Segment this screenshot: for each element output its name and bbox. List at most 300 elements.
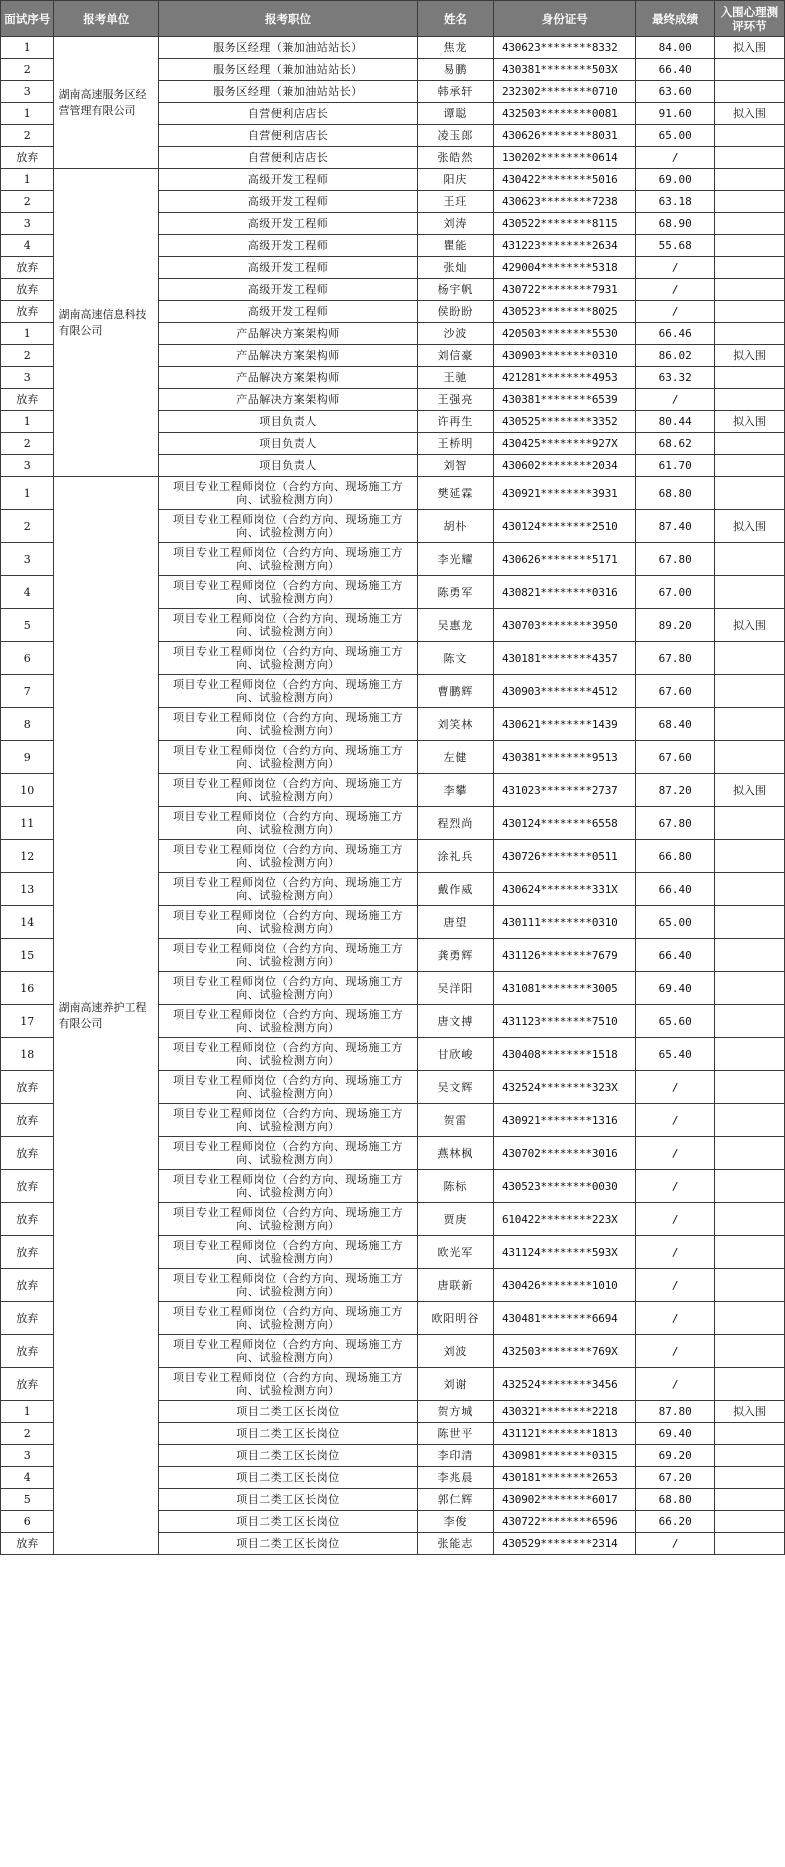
seq-cell: 放弃 xyxy=(1,279,54,301)
name-cell: 胡朴 xyxy=(417,510,493,543)
seq-cell: 放弃 xyxy=(1,1071,54,1104)
psych-cell xyxy=(714,1335,784,1368)
name-cell: 刘信豪 xyxy=(417,345,493,367)
name-cell: 陈世平 xyxy=(417,1423,493,1445)
psych-cell xyxy=(714,1368,784,1401)
id-cell: 429004********5318 xyxy=(493,257,636,279)
name-cell: 吴洋阳 xyxy=(417,972,493,1005)
name-cell: 王玨 xyxy=(417,191,493,213)
id-cell: 430903********0310 xyxy=(493,345,636,367)
seq-cell: 11 xyxy=(1,807,54,840)
score-cell: 55.68 xyxy=(636,235,714,257)
score-cell: 67.20 xyxy=(636,1467,714,1489)
psych-cell xyxy=(714,257,784,279)
position-cell: 项目专业工程师岗位（合约方向、现场施工方向、试验检测方向） xyxy=(158,1368,417,1401)
name-cell: 张能志 xyxy=(417,1533,493,1555)
score-cell: / xyxy=(636,1137,714,1170)
name-cell: 凌玉郎 xyxy=(417,125,493,147)
id-cell: 431023********2737 xyxy=(493,774,636,807)
name-cell: 刘谢 xyxy=(417,1368,493,1401)
name-cell: 沙波 xyxy=(417,323,493,345)
name-cell: 李兆晨 xyxy=(417,1467,493,1489)
seq-cell: 2 xyxy=(1,510,54,543)
score-cell: 87.20 xyxy=(636,774,714,807)
psych-cell xyxy=(714,642,784,675)
position-cell: 项目专业工程师岗位（合约方向、现场施工方向、试验检测方向） xyxy=(158,873,417,906)
position-cell: 高级开发工程师 xyxy=(158,279,417,301)
seq-cell: 4 xyxy=(1,235,54,257)
seq-cell: 放弃 xyxy=(1,389,54,411)
seq-cell: 3 xyxy=(1,213,54,235)
id-cell: 430522********8115 xyxy=(493,213,636,235)
psych-cell xyxy=(714,213,784,235)
score-cell: 68.90 xyxy=(636,213,714,235)
name-cell: 刘涛 xyxy=(417,213,493,235)
position-cell: 项目专业工程师岗位（合约方向、现场施工方向、试验检测方向） xyxy=(158,1335,417,1368)
position-cell: 服务区经理（兼加油站站长） xyxy=(158,59,417,81)
name-cell: 张灿 xyxy=(417,257,493,279)
position-cell: 项目负责人 xyxy=(158,433,417,455)
psych-cell xyxy=(714,1071,784,1104)
score-cell: 68.40 xyxy=(636,708,714,741)
seq-cell: 放弃 xyxy=(1,301,54,323)
score-cell: 67.00 xyxy=(636,576,714,609)
psych-cell xyxy=(714,741,784,774)
psych-cell xyxy=(714,367,784,389)
seq-cell: 6 xyxy=(1,642,54,675)
name-cell: 吴文辉 xyxy=(417,1071,493,1104)
score-cell: 67.80 xyxy=(636,543,714,576)
seq-cell: 8 xyxy=(1,708,54,741)
id-cell: 430702********3016 xyxy=(493,1137,636,1170)
position-cell: 项目专业工程师岗位（合约方向、现场施工方向、试验检测方向） xyxy=(158,576,417,609)
psych-cell xyxy=(714,455,784,477)
id-cell: 430481********6694 xyxy=(493,1302,636,1335)
name-cell: 王桥明 xyxy=(417,433,493,455)
name-cell: 唐文搏 xyxy=(417,1005,493,1038)
header-score: 最终成绩 xyxy=(636,1,714,37)
psych-cell: 拟入围 xyxy=(714,510,784,543)
name-cell: 左健 xyxy=(417,741,493,774)
id-cell: 430626********8031 xyxy=(493,125,636,147)
position-cell: 项目专业工程师岗位（合约方向、现场施工方向、试验检测方向） xyxy=(158,1137,417,1170)
psych-cell xyxy=(714,389,784,411)
psych-cell xyxy=(714,1203,784,1236)
seq-cell: 放弃 xyxy=(1,1104,54,1137)
position-cell: 项目专业工程师岗位（合约方向、现场施工方向、试验检测方向） xyxy=(158,609,417,642)
score-cell: 68.62 xyxy=(636,433,714,455)
psych-cell xyxy=(714,279,784,301)
name-cell: 郭仁辉 xyxy=(417,1489,493,1511)
score-cell: 84.00 xyxy=(636,37,714,59)
id-cell: 430624********331X xyxy=(493,873,636,906)
name-cell: 侯盼盼 xyxy=(417,301,493,323)
position-cell: 项目负责人 xyxy=(158,455,417,477)
psych-cell xyxy=(714,235,784,257)
id-cell: 431081********3005 xyxy=(493,972,636,1005)
id-cell: 430422********5016 xyxy=(493,169,636,191)
id-cell: 610422********223X xyxy=(493,1203,636,1236)
name-cell: 樊延霖 xyxy=(417,477,493,510)
psych-cell: 拟入围 xyxy=(714,103,784,125)
score-cell: 69.40 xyxy=(636,1423,714,1445)
score-cell: / xyxy=(636,1368,714,1401)
position-cell: 项目专业工程师岗位（合约方向、现场施工方向、试验检测方向） xyxy=(158,642,417,675)
position-cell: 项目负责人 xyxy=(158,411,417,433)
score-cell: 65.00 xyxy=(636,125,714,147)
id-cell: 432524********3456 xyxy=(493,1368,636,1401)
id-cell: 430381********503X xyxy=(493,59,636,81)
id-cell: 430426********1010 xyxy=(493,1269,636,1302)
score-cell: 69.00 xyxy=(636,169,714,191)
psych-cell xyxy=(714,323,784,345)
name-cell: 刘智 xyxy=(417,455,493,477)
header-unit: 报考单位 xyxy=(54,1,159,37)
id-cell: 430111********0310 xyxy=(493,906,636,939)
score-cell: 66.80 xyxy=(636,840,714,873)
id-cell: 430623********8332 xyxy=(493,37,636,59)
id-cell: 430722********7931 xyxy=(493,279,636,301)
score-cell: 63.60 xyxy=(636,81,714,103)
score-cell: 65.40 xyxy=(636,1038,714,1071)
name-cell: 陈勇军 xyxy=(417,576,493,609)
id-cell: 430525********3352 xyxy=(493,411,636,433)
name-cell: 阳庆 xyxy=(417,169,493,191)
seq-cell: 4 xyxy=(1,576,54,609)
id-cell: 431123********7510 xyxy=(493,1005,636,1038)
position-cell: 服务区经理（兼加油站站长） xyxy=(158,81,417,103)
name-cell: 谭聪 xyxy=(417,103,493,125)
id-cell: 430726********0511 xyxy=(493,840,636,873)
seq-cell: 18 xyxy=(1,1038,54,1071)
position-cell: 项目二类工区长岗位 xyxy=(158,1467,417,1489)
score-cell: / xyxy=(636,279,714,301)
id-cell: 430921********3931 xyxy=(493,477,636,510)
name-cell: 曹鹏辉 xyxy=(417,675,493,708)
score-cell: 87.40 xyxy=(636,510,714,543)
score-cell: 61.70 xyxy=(636,455,714,477)
seq-cell: 放弃 xyxy=(1,147,54,169)
id-cell: 430903********4512 xyxy=(493,675,636,708)
id-cell: 130202********0614 xyxy=(493,147,636,169)
position-cell: 服务区经理（兼加油站站长） xyxy=(158,37,417,59)
score-cell: 67.80 xyxy=(636,642,714,675)
id-cell: 430602********2034 xyxy=(493,455,636,477)
score-cell: / xyxy=(636,1104,714,1137)
psych-cell xyxy=(714,1423,784,1445)
id-cell: 430181********4357 xyxy=(493,642,636,675)
score-cell: 80.44 xyxy=(636,411,714,433)
position-cell: 项目专业工程师岗位（合约方向、现场施工方向、试验检测方向） xyxy=(158,1104,417,1137)
score-cell: 63.18 xyxy=(636,191,714,213)
seq-cell: 放弃 xyxy=(1,257,54,279)
psych-cell: 拟入围 xyxy=(714,37,784,59)
seq-cell: 2 xyxy=(1,1423,54,1445)
seq-cell: 放弃 xyxy=(1,1335,54,1368)
score-cell: 66.20 xyxy=(636,1511,714,1533)
position-cell: 项目专业工程师岗位（合约方向、现场施工方向、试验检测方向） xyxy=(158,1071,417,1104)
score-cell: / xyxy=(636,1269,714,1302)
psych-cell xyxy=(714,81,784,103)
name-cell: 张皓然 xyxy=(417,147,493,169)
position-cell: 项目专业工程师岗位（合约方向、现场施工方向、试验检测方向） xyxy=(158,708,417,741)
name-cell: 焦龙 xyxy=(417,37,493,59)
id-cell: 232302********0710 xyxy=(493,81,636,103)
score-cell: / xyxy=(636,1335,714,1368)
psych-cell xyxy=(714,301,784,323)
name-cell: 贾庚 xyxy=(417,1203,493,1236)
seq-cell: 3 xyxy=(1,367,54,389)
name-cell: 唐望 xyxy=(417,906,493,939)
score-cell: / xyxy=(636,1302,714,1335)
seq-cell: 1 xyxy=(1,411,54,433)
name-cell: 唐联新 xyxy=(417,1269,493,1302)
seq-cell: 7 xyxy=(1,675,54,708)
position-cell: 项目二类工区长岗位 xyxy=(158,1533,417,1555)
name-cell: 易鹏 xyxy=(417,59,493,81)
score-cell: 66.40 xyxy=(636,873,714,906)
id-cell: 430523********0030 xyxy=(493,1170,636,1203)
psych-cell: 拟入围 xyxy=(714,609,784,642)
position-cell: 产品解决方案架构师 xyxy=(158,345,417,367)
name-cell: 瞿能 xyxy=(417,235,493,257)
name-cell: 戴作威 xyxy=(417,873,493,906)
id-cell: 430523********8025 xyxy=(493,301,636,323)
psych-cell xyxy=(714,1005,784,1038)
id-cell: 430529********2314 xyxy=(493,1533,636,1555)
position-cell: 高级开发工程师 xyxy=(158,301,417,323)
seq-cell: 1 xyxy=(1,323,54,345)
position-cell: 项目二类工区长岗位 xyxy=(158,1489,417,1511)
score-cell: 67.60 xyxy=(636,675,714,708)
id-cell: 430425********927X xyxy=(493,433,636,455)
score-cell: 65.60 xyxy=(636,1005,714,1038)
position-cell: 产品解决方案架构师 xyxy=(158,323,417,345)
seq-cell: 放弃 xyxy=(1,1302,54,1335)
psych-cell: 拟入围 xyxy=(714,411,784,433)
position-cell: 项目专业工程师岗位（合约方向、现场施工方向、试验检测方向） xyxy=(158,543,417,576)
seq-cell: 5 xyxy=(1,609,54,642)
table-body xyxy=(1,37,785,1555)
name-cell: 龚勇辉 xyxy=(417,939,493,972)
position-cell: 产品解决方案架构师 xyxy=(158,367,417,389)
name-cell: 欧阳明谷 xyxy=(417,1302,493,1335)
position-cell: 自营便利店店长 xyxy=(158,125,417,147)
name-cell: 李印清 xyxy=(417,1445,493,1467)
score-cell: 91.60 xyxy=(636,103,714,125)
score-cell: 66.40 xyxy=(636,59,714,81)
score-cell: 68.80 xyxy=(636,1489,714,1511)
score-cell: 66.46 xyxy=(636,323,714,345)
psych-cell xyxy=(714,906,784,939)
position-cell: 项目二类工区长岗位 xyxy=(158,1445,417,1467)
position-cell: 项目专业工程师岗位（合约方向、现场施工方向、试验检测方向） xyxy=(158,840,417,873)
name-cell: 贺方城 xyxy=(417,1401,493,1423)
id-cell: 432524********323X xyxy=(493,1071,636,1104)
psych-cell xyxy=(714,1302,784,1335)
score-cell: / xyxy=(636,257,714,279)
table-row xyxy=(1,169,785,191)
seq-cell: 2 xyxy=(1,433,54,455)
position-cell: 项目二类工区长岗位 xyxy=(158,1423,417,1445)
psych-cell xyxy=(714,1170,784,1203)
psych-cell xyxy=(714,708,784,741)
score-cell: 69.40 xyxy=(636,972,714,1005)
seq-cell: 1 xyxy=(1,103,54,125)
position-cell: 自营便利店店长 xyxy=(158,147,417,169)
seq-cell: 3 xyxy=(1,81,54,103)
name-cell: 欧光军 xyxy=(417,1236,493,1269)
position-cell: 项目专业工程师岗位（合约方向、现场施工方向、试验检测方向） xyxy=(158,1236,417,1269)
psych-cell xyxy=(714,1137,784,1170)
psych-cell xyxy=(714,169,784,191)
name-cell: 陈标 xyxy=(417,1170,493,1203)
score-cell: 86.02 xyxy=(636,345,714,367)
name-cell: 王强亮 xyxy=(417,389,493,411)
name-cell: 许再生 xyxy=(417,411,493,433)
header-psych: 入围心理测评环节 xyxy=(714,1,784,37)
table-row xyxy=(1,477,785,510)
seq-cell: 2 xyxy=(1,125,54,147)
position-cell: 产品解决方案架构师 xyxy=(158,389,417,411)
score-cell: 89.20 xyxy=(636,609,714,642)
position-cell: 高级开发工程师 xyxy=(158,257,417,279)
id-cell: 432503********769X xyxy=(493,1335,636,1368)
seq-cell: 1 xyxy=(1,37,54,59)
psych-cell xyxy=(714,1511,784,1533)
psych-cell: 拟入围 xyxy=(714,345,784,367)
unit-cell: 湖南高速服务区经营管理有限公司 xyxy=(54,37,159,169)
header-name: 姓名 xyxy=(417,1,493,37)
position-cell: 项目专业工程师岗位（合约方向、现场施工方向、试验检测方向） xyxy=(158,906,417,939)
name-cell: 吴惠龙 xyxy=(417,609,493,642)
seq-cell: 10 xyxy=(1,774,54,807)
score-cell: 66.40 xyxy=(636,939,714,972)
seq-cell: 15 xyxy=(1,939,54,972)
psych-cell xyxy=(714,1104,784,1137)
score-cell: / xyxy=(636,1203,714,1236)
name-cell: 陈文 xyxy=(417,642,493,675)
seq-cell: 放弃 xyxy=(1,1533,54,1555)
id-cell: 421281********4953 xyxy=(493,367,636,389)
seq-cell: 放弃 xyxy=(1,1269,54,1302)
psych-cell xyxy=(714,1269,784,1302)
id-cell: 432503********0081 xyxy=(493,103,636,125)
id-cell: 430626********5171 xyxy=(493,543,636,576)
psych-cell xyxy=(714,433,784,455)
psych-cell xyxy=(714,59,784,81)
id-cell: 430981********0315 xyxy=(493,1445,636,1467)
score-cell: 63.32 xyxy=(636,367,714,389)
seq-cell: 3 xyxy=(1,543,54,576)
seq-cell: 2 xyxy=(1,191,54,213)
position-cell: 自营便利店店长 xyxy=(158,103,417,125)
score-cell: / xyxy=(636,147,714,169)
seq-cell: 14 xyxy=(1,906,54,939)
header-row xyxy=(1,1,785,37)
id-cell: 430621********1439 xyxy=(493,708,636,741)
unit-cell: 湖南高速信息科技有限公司 xyxy=(54,169,159,477)
name-cell: 李光耀 xyxy=(417,543,493,576)
seq-cell: 3 xyxy=(1,1445,54,1467)
psych-cell xyxy=(714,1236,784,1269)
id-cell: 431121********1813 xyxy=(493,1423,636,1445)
seq-cell: 6 xyxy=(1,1511,54,1533)
name-cell: 李攀 xyxy=(417,774,493,807)
score-cell: / xyxy=(636,389,714,411)
score-cell: 67.80 xyxy=(636,807,714,840)
seq-cell: 13 xyxy=(1,873,54,906)
seq-cell: 2 xyxy=(1,345,54,367)
psych-cell xyxy=(714,576,784,609)
score-cell: / xyxy=(636,1236,714,1269)
id-cell: 420503********5530 xyxy=(493,323,636,345)
seq-cell: 16 xyxy=(1,972,54,1005)
psych-cell xyxy=(714,543,784,576)
table-row xyxy=(1,37,785,59)
position-cell: 项目专业工程师岗位（合约方向、现场施工方向、试验检测方向） xyxy=(158,1005,417,1038)
position-cell: 项目专业工程师岗位（合约方向、现场施工方向、试验检测方向） xyxy=(158,939,417,972)
id-cell: 430381********6539 xyxy=(493,389,636,411)
psych-cell xyxy=(714,191,784,213)
score-cell: 69.20 xyxy=(636,1445,714,1467)
seq-cell: 12 xyxy=(1,840,54,873)
name-cell: 甘欣峻 xyxy=(417,1038,493,1071)
name-cell: 李俊 xyxy=(417,1511,493,1533)
psych-cell xyxy=(714,1489,784,1511)
name-cell: 程烈尚 xyxy=(417,807,493,840)
position-cell: 项目专业工程师岗位（合约方向、现场施工方向、试验检测方向） xyxy=(158,807,417,840)
psych-cell xyxy=(714,147,784,169)
psych-cell xyxy=(714,840,784,873)
position-cell: 项目专业工程师岗位（合约方向、现场施工方向、试验检测方向） xyxy=(158,510,417,543)
id-cell: 430408********1518 xyxy=(493,1038,636,1071)
header-position: 报考职位 xyxy=(158,1,417,37)
id-cell: 430381********9513 xyxy=(493,741,636,774)
position-cell: 项目专业工程师岗位（合约方向、现场施工方向、试验检测方向） xyxy=(158,741,417,774)
position-cell: 项目专业工程师岗位（合约方向、现场施工方向、试验检测方向） xyxy=(158,972,417,1005)
id-cell: 430703********3950 xyxy=(493,609,636,642)
id-cell: 430124********2510 xyxy=(493,510,636,543)
seq-cell: 放弃 xyxy=(1,1236,54,1269)
id-cell: 430821********0316 xyxy=(493,576,636,609)
psych-cell xyxy=(714,1445,784,1467)
id-cell: 430623********7238 xyxy=(493,191,636,213)
name-cell: 燕林枫 xyxy=(417,1137,493,1170)
position-cell: 项目二类工区长岗位 xyxy=(158,1511,417,1533)
id-cell: 431124********593X xyxy=(493,1236,636,1269)
seq-cell: 2 xyxy=(1,59,54,81)
header-seq: 面试序号 xyxy=(1,1,54,37)
header-id: 身份证号 xyxy=(493,1,636,37)
name-cell: 刘笑林 xyxy=(417,708,493,741)
position-cell: 项目专业工程师岗位（合约方向、现场施工方向、试验检测方向） xyxy=(158,1203,417,1236)
position-cell: 项目专业工程师岗位（合约方向、现场施工方向、试验检测方向） xyxy=(158,774,417,807)
psych-cell xyxy=(714,1533,784,1555)
seq-cell: 3 xyxy=(1,455,54,477)
unit-cell: 湖南高速养护工程有限公司 xyxy=(54,477,159,1555)
name-cell: 韩承轩 xyxy=(417,81,493,103)
score-cell: / xyxy=(636,301,714,323)
psych-cell xyxy=(714,807,784,840)
id-cell: 431126********7679 xyxy=(493,939,636,972)
position-cell: 高级开发工程师 xyxy=(158,213,417,235)
score-cell: 68.80 xyxy=(636,477,714,510)
psych-cell xyxy=(714,939,784,972)
id-cell: 430124********6558 xyxy=(493,807,636,840)
seq-cell: 放弃 xyxy=(1,1170,54,1203)
position-cell: 项目专业工程师岗位（合约方向、现场施工方向、试验检测方向） xyxy=(158,1302,417,1335)
